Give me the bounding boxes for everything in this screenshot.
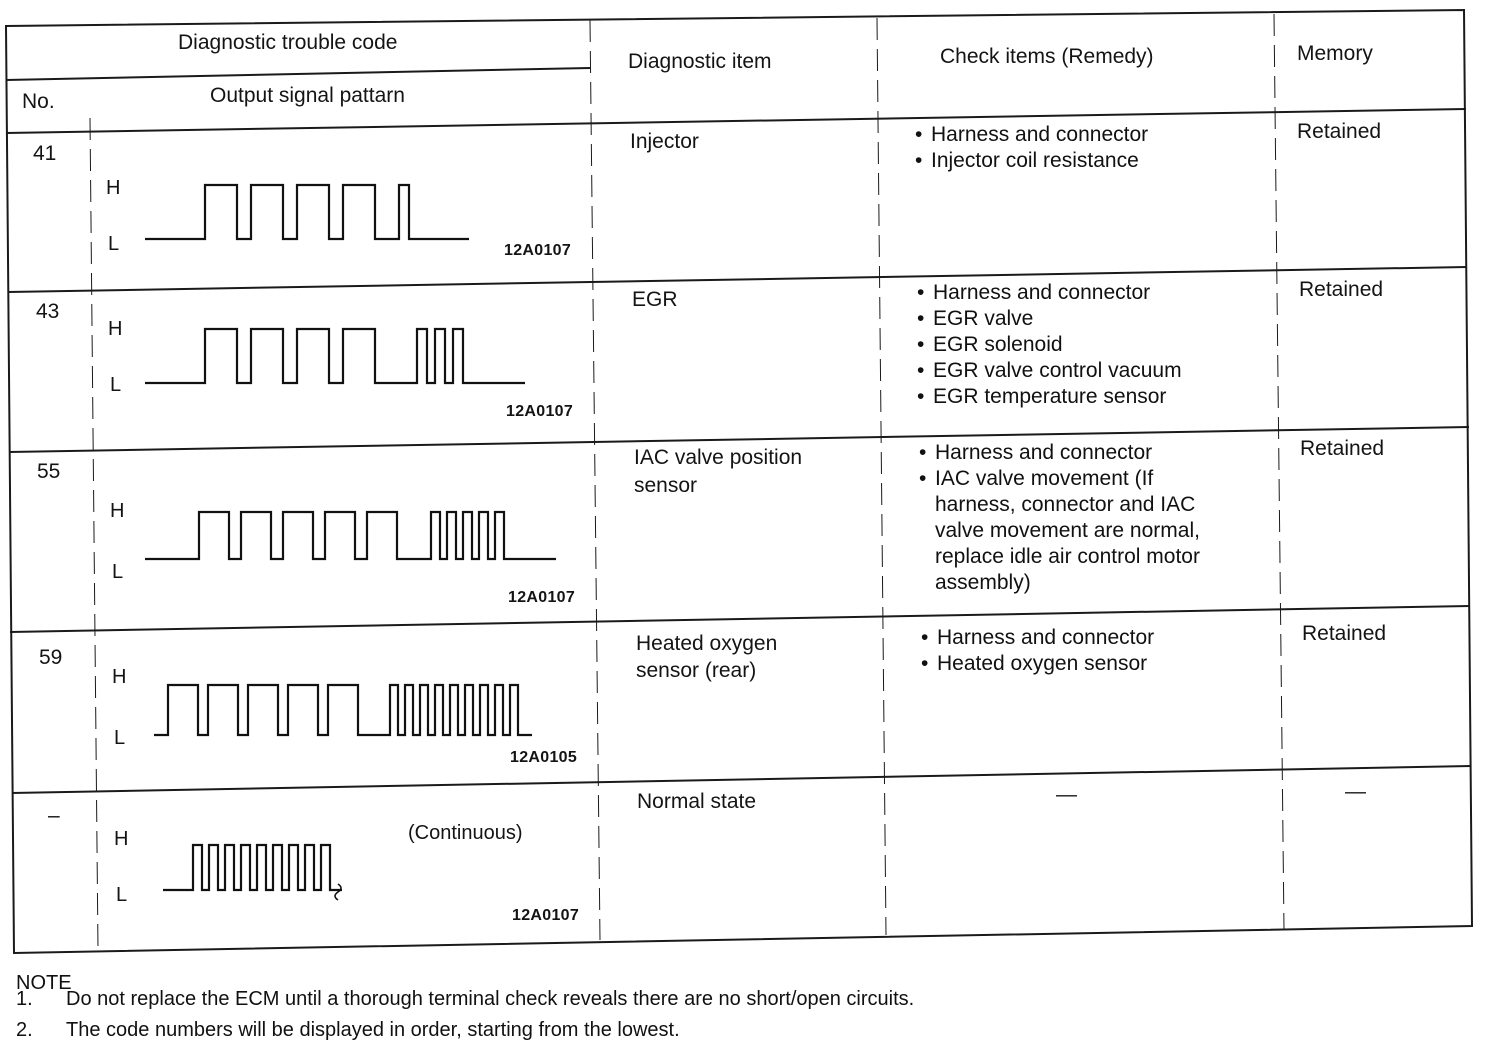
signal-waveform-row-2 — [145, 329, 525, 383]
signal-waveform-row-1 — [145, 185, 469, 239]
header-diagnostic-trouble-code: Diagnostic trouble code — [178, 31, 398, 54]
row-43-memory: Retained — [1299, 278, 1384, 301]
row-normal-memory: — — [1345, 780, 1366, 803]
row-41-check-item: • Injector coil resistance — [915, 148, 1148, 174]
row-59-diagnostic-item-line-2: sensor (rear) — [636, 659, 757, 682]
row-55-diagnostic-item-line-1: IAC valve position — [634, 446, 803, 469]
row-55-high-label: H — [110, 500, 125, 522]
header-bottom-line — [6, 109, 1466, 133]
row-43-figure-number: 12A0107 — [506, 403, 574, 420]
column-divider-checks — [877, 18, 886, 935]
row-59-check-item: • Harness and connector — [921, 625, 1154, 651]
header-check-items: Check items (Remedy) — [940, 45, 1154, 68]
row-41-code: 41 — [33, 142, 57, 165]
row-normal-pattern-note: (Continuous) — [408, 822, 523, 844]
row-55-figure-number: 12A0107 — [508, 589, 576, 606]
row-59-figure-number: 12A0105 — [510, 749, 578, 766]
row-43-low-label: L — [110, 374, 122, 396]
continuation-mark — [335, 884, 341, 900]
note-item — [16, 1015, 914, 1046]
row-normal-diagnostic-item: Normal state — [637, 790, 757, 813]
row-41-check-items — [915, 122, 1148, 174]
row-41-check-item: • Harness and connector — [915, 122, 1148, 148]
header-diagnostic-item: Diagnostic item — [628, 50, 772, 73]
row-43-diagnostic-item: EGR — [632, 288, 678, 311]
row-55-code: 55 — [37, 460, 61, 483]
row-normal-figure-number: 12A0107 — [512, 907, 580, 924]
row-43-check-items — [917, 280, 1182, 410]
row-normal-code: – — [48, 804, 60, 827]
row-41-high-label: H — [106, 177, 121, 199]
row-43-high-label: H — [108, 318, 123, 340]
row-41-low-label: L — [108, 233, 120, 255]
row-59-code: 59 — [39, 646, 63, 669]
row-divider-1 — [8, 267, 1467, 292]
row-normal-low-label: L — [116, 884, 128, 906]
row-43-check-item: • EGR temperature sensor — [917, 384, 1182, 410]
row-43-check-item: • EGR valve — [917, 306, 1182, 332]
note-item-text: The code numbers will be displayed in order, starting from the lowest. — [66, 1019, 680, 1041]
note-title: NOTE — [16, 972, 72, 994]
row-55-check-item: • IAC valve movement (If harness, connector and IAC valve movement are normal, replace idle air control motor assembly) — [919, 466, 1239, 596]
row-55-memory: Retained — [1300, 437, 1385, 460]
column-divider-memory — [1274, 14, 1284, 930]
row-divider-3 — [10, 606, 1470, 632]
header-divider-dtc — [6, 68, 590, 80]
signal-patterns — [145, 185, 556, 900]
header-no: No. — [22, 90, 55, 113]
note-item-number: 1. — [16, 988, 33, 1010]
row-59-memory: Retained — [1302, 622, 1387, 645]
row-43-check-item: • EGR valve control vacuum — [917, 358, 1182, 384]
signal-waveform-row-5 — [163, 845, 342, 890]
header-output-signal-pattern: Output signal pattarn — [210, 84, 405, 107]
signal-waveform-row-4 — [154, 685, 532, 735]
row-43-code: 43 — [36, 300, 60, 323]
signal-waveform-row-3 — [145, 512, 556, 559]
column-divider-no — [90, 118, 98, 950]
row-55-check-items — [919, 440, 1239, 596]
note-item — [16, 984, 914, 1015]
row-normal-high-label: H — [114, 828, 129, 850]
row-41-memory: Retained — [1297, 120, 1382, 143]
row-55-diagnostic-item-line-2: sensor — [634, 474, 698, 497]
row-55-low-label: L — [112, 561, 124, 583]
row-59-check-item: • Heated oxygen sensor — [921, 651, 1154, 677]
row-59-diagnostic-item-line-1: Heated oxygen — [636, 632, 778, 655]
row-59-high-label: H — [112, 666, 127, 688]
row-43-check-item: • Harness and connector — [917, 280, 1182, 306]
row-55-check-item: • Harness and connector — [919, 440, 1239, 466]
row-59-check-items — [921, 625, 1154, 677]
row-41-figure-number: 12A0107 — [504, 242, 572, 259]
note-item-text: Do not replace the ECM until a thorough terminal check reveals there are no short/open circuits. — [66, 988, 915, 1010]
row-59-low-label: L — [114, 727, 126, 749]
column-divider-item — [590, 20, 600, 940]
header-memory: Memory — [1297, 42, 1373, 65]
note-item-number: 2. — [16, 1019, 33, 1041]
note-list — [16, 984, 914, 1046]
row-43-check-item: • EGR solenoid — [917, 332, 1182, 358]
row-normal-check-items: — — [1056, 783, 1077, 806]
row-41-diagnostic-item: Injector — [630, 130, 699, 153]
